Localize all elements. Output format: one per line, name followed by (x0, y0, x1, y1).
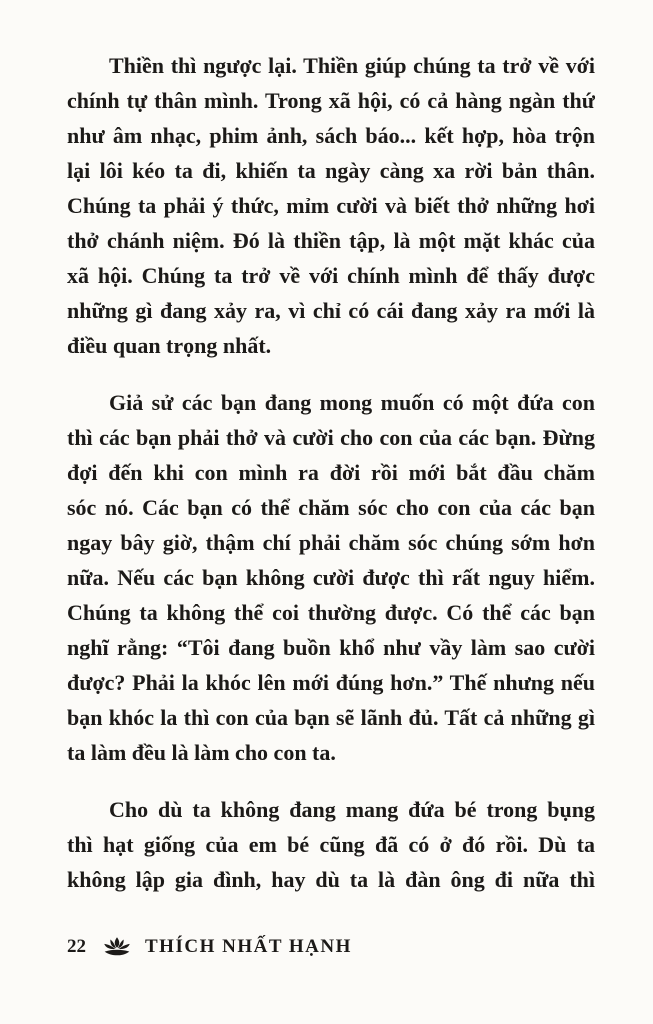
text-line: sóc nó. Các bạn có thể chăm sóc cho con của các bạn (67, 495, 595, 520)
text-line: chính tự thân mình. Trong xã hội, có cả hàng ngàn thứ (67, 88, 595, 113)
body-text (67, 48, 595, 919)
text-line: Giả sử các bạn đang mong muốn có một đứa con (109, 390, 595, 415)
text-line: lại lôi kéo ta đi, khiến ta ngày càng xa rời bản thân. (67, 158, 595, 183)
text-line: những gì đang xảy ra, vì chỉ có cái đang xảy ra mới là (67, 298, 595, 323)
text-line: Chúng ta phải ý thức, mỉm cười và biết thở những hơi (67, 193, 595, 218)
paragraph (67, 385, 595, 770)
text-line: ngay bây giờ, thậm chí phải chăm sóc chúng sớm hơn (67, 530, 595, 555)
text-line: Thiền thì ngược lại. Thiền giúp chúng ta trở về với (109, 53, 595, 78)
text-line: Chúng ta không thể coi thường được. Có thể các bạn (67, 600, 595, 625)
text-line: thì các bạn phải thở và cười cho con của các bạn. Đừng (67, 425, 595, 450)
text-line: nghĩ rằng: “Tôi đang buồn khổ như vầy làm sao cười (67, 635, 595, 660)
page-number: 22 (67, 936, 86, 957)
text-line: xã hội. Chúng ta trở về với chính mình để thấy được (67, 263, 595, 288)
paragraph (67, 792, 595, 897)
text-line: thì hạt giống của em bé cũng đã có ở đó rồi. Dù ta (67, 832, 595, 857)
lotus-icon (102, 936, 132, 958)
text-line: nữa. Nếu các bạn không cười được thì rất nguy hiểm. (67, 565, 595, 590)
text-line: bạn khóc la thì con của bạn sẽ lãnh đủ. Tất cả những gì (67, 705, 595, 730)
text-line: được? Phải la khóc lên mới đúng hơn.” Thế nhưng nếu (67, 670, 595, 695)
text-line: như âm nhạc, phim ảnh, sách báo... kết hợp, hòa trộn (67, 123, 595, 148)
text-line: đợi đến khi con mình ra đời rồi mới bắt đầu chăm (67, 460, 595, 485)
running-footer-author: THÍCH NHẤT HẠNH (145, 936, 352, 957)
text-line: thở chánh niệm. Đó là thiền tập, là một mặt khác của (67, 228, 595, 253)
text-line: Cho dù ta không đang mang đứa bé trong bụng (109, 797, 595, 822)
text-line: điều quan trọng nhất. (67, 333, 272, 358)
page-footer (67, 936, 352, 958)
paragraph (67, 48, 595, 363)
text-line: không lập gia đình, hay dù ta là đàn ông đi nữa thì (67, 867, 595, 892)
text-line: ta làm đều là làm cho con ta. (67, 740, 336, 765)
